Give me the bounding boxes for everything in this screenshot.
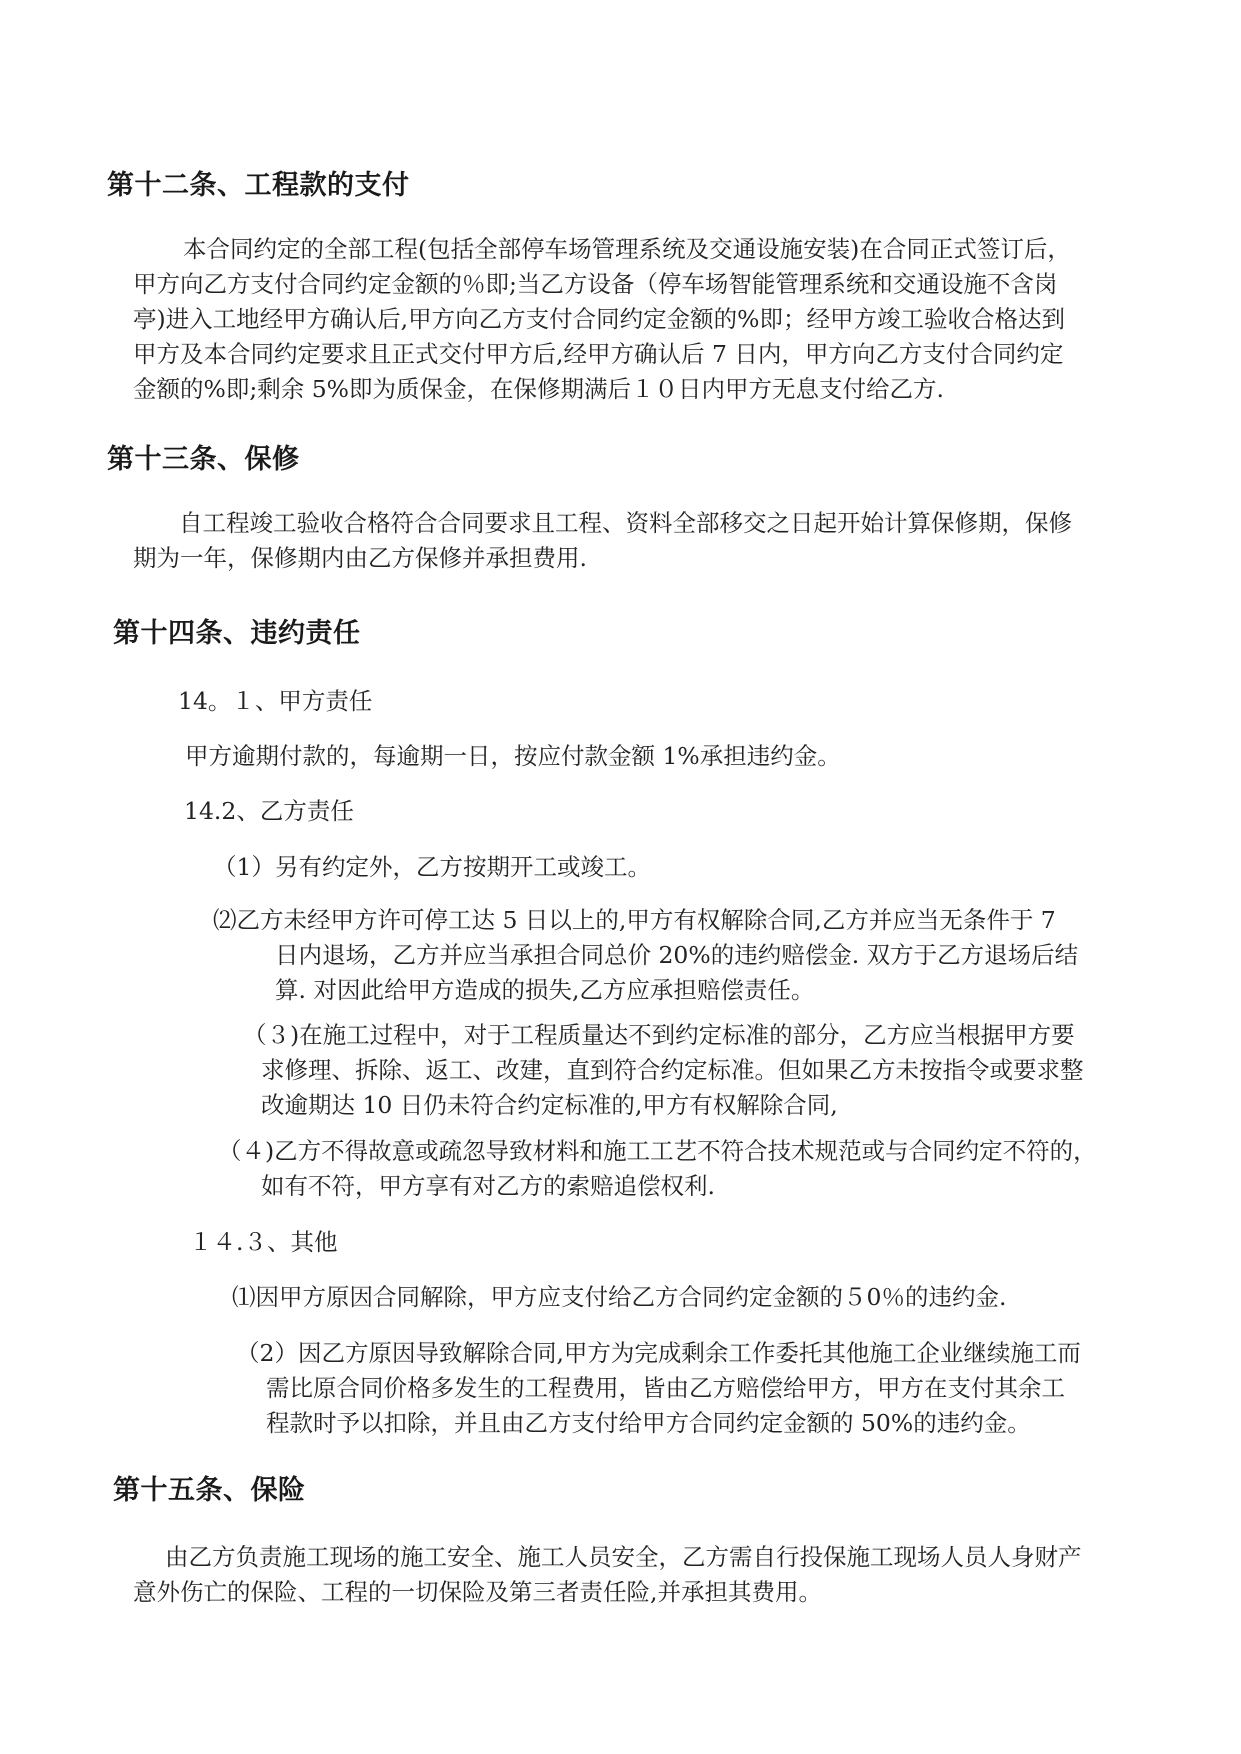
text-line: 日内退场，乙方并应当承担合同总价 20%的违约赔偿金. 双方于乙方退场后结 [275,941,1079,969]
article-15-paragraph [133,1540,1082,1610]
subsection-14-3-title: １４.３、其他 [189,1228,338,1256]
text-line: 算. 对因此给甲方造成的损失,乙方应承担赔偿责任。 [275,976,815,1004]
text-line: ⑵乙方未经甲方许可停工达 5 日以上的,甲方有权解除合同,乙方并应当无条件于 7 [213,906,1056,934]
text-line: 需比原合同价格多发生的工程费用，皆由乙方赔偿给甲方，甲方在支付其余工 [266,1374,1065,1402]
article-14-heading: 第十四条、违约责任 [113,618,361,649]
text-line: 由乙方负责施工现场的施工安全、施工人员安全，乙方需自行投保施工现场人员人身财产 [165,1543,1082,1571]
clause-item-1: （1）另有约定外，乙方按期开工或竣工。 [213,853,651,881]
text-line: 改逾期达 10 日仍未符合约定标准的,甲方有权解除合同, [261,1091,838,1119]
clause-item-3 [243,1018,1084,1123]
text-line: 甲方向乙方支付合同约定金额的％即;当乙方设备（停车场智能管理系统和交通设施不含岗 [133,270,1058,298]
article-12-paragraph [133,232,1071,407]
text-line: 亭)进入工地经甲方确认后,甲方向乙方支付合同约定金额的%即；经甲方竣工验收合格达到 [133,305,1065,333]
text-line: 求修理、拆除、返工、改建，直到符合约定标准。但如果乙方未按指令或要求整 [261,1056,1084,1084]
other-clause-1: ⑴因甲方原因合同解除，甲方应支付给乙方合同约定金额的５0％的违约金. [232,1283,1007,1311]
clause-item-4 [218,1134,1097,1204]
text-line: 自工程竣工验收合格符合合同要求且工程、资料全部移交之日起开始计算保修期，保修 [179,509,1072,537]
text-line: 甲方及本合同约定要求且正式交付甲方后,经甲方确认后 7 日内，甲方向乙方支付合同约定 [133,340,1064,368]
text-line: 期为一年，保修期内由乙方保修并承担费用. [133,544,587,572]
subsection-14-1-text: 甲方逾期付款的，每逾期一日，按应付款金额 1%承担违约金。 [185,742,841,770]
text-line: （３)在施工过程中，对于工程质量达不到约定标准的部分，乙方应当根据甲方要 [243,1021,1075,1049]
text-line: 意外伤亡的保险、工程的一切保险及第三者责任险,并承担其费用。 [133,1578,822,1606]
article-13-paragraph [133,506,1072,576]
article-13-heading: 第十三条、保修 [107,444,300,475]
article-15-heading: 第十五条、保险 [113,1475,306,1506]
text-line: （2）因乙方原因导致解除合同,甲方为完成剩余工作委托其他施工企业继续施工而 [236,1339,1081,1367]
subsection-14-1-title: 14。１、甲方责任 [178,687,373,715]
text-line: 程款时予以扣除，并且由乙方支付给甲方合同约定金额的 50%的违约金。 [266,1409,1031,1437]
other-clause-2 [236,1336,1081,1441]
text-line: 本合同约定的全部工程(包括全部停车场管理系统及交通设施安装)在合同正式签订后， [183,235,1071,263]
article-12-heading: 第十二条、工程款的支付 [107,170,410,201]
text-line: （４)乙方不得故意或疏忽导致材料和施工工艺不符合技术规范或与合同约定不符的， [218,1137,1097,1165]
subsection-14-2-title: 14.2、乙方责任 [184,797,354,825]
clause-item-2 [213,903,1078,1008]
text-line: 金额的%即;剩余 5%即为质保金，在保修期满后１０日内甲方无息支付给乙方. [133,375,944,403]
text-line: 如有不符，甲方享有对乙方的索赔追偿权利. [261,1172,715,1200]
